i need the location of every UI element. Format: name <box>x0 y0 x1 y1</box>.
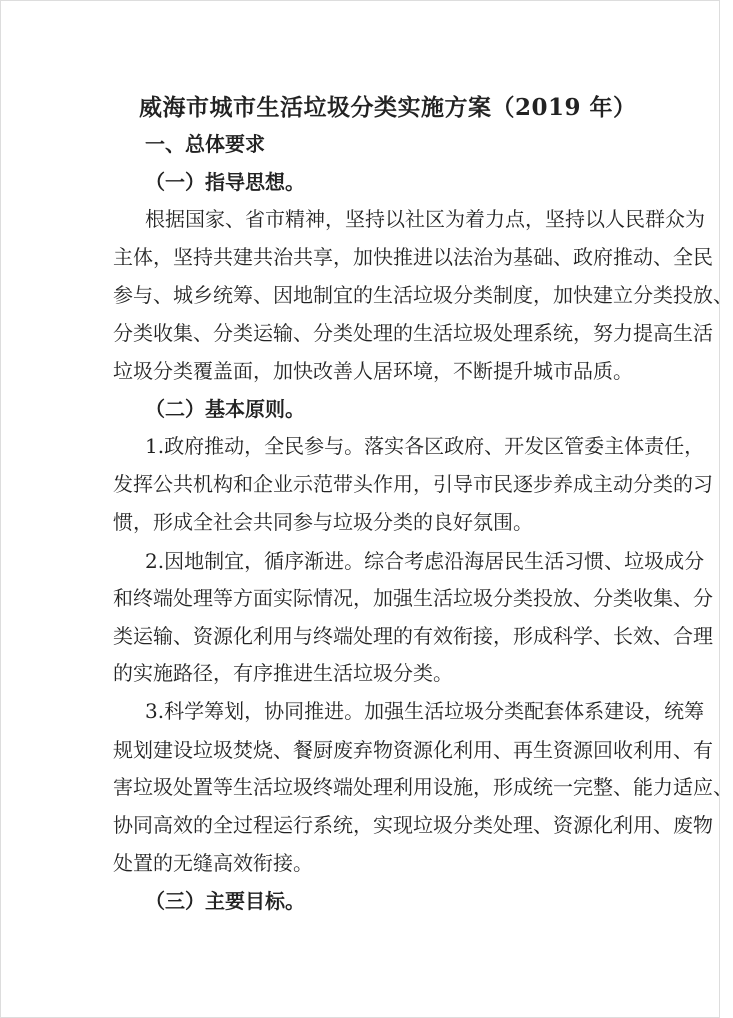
paragraph-line: 协同高效的全过程运行系统，实现垃圾分类处理、资源化利用、废物 <box>113 813 713 837</box>
paragraph-line: 的实施路径，有序推进生活垃圾分类。 <box>113 661 453 685</box>
paragraph-line: 发挥公共机构和企业示范带头作用，引导市民逐步养成主动分类的习 <box>113 472 713 496</box>
paragraph-line: 垃圾分类覆盖面，加快改善人居环境，不断提升城市品质。 <box>113 359 633 383</box>
paragraph-line: 分类收集、分类运输、分类处理的生活垃圾处理系统，努力提高生活 <box>113 321 713 345</box>
paragraph-line: 惯，形成全社会共同参与垃圾分类的良好氛围。 <box>113 510 533 534</box>
section-heading-general-requirements: 一、总体要求 <box>145 132 265 156</box>
subsection-heading-guiding-ideology: （一）指导思想。 <box>145 170 305 194</box>
document-title: 威海市城市生活垃圾分类实施方案（2019 年） <box>139 94 637 121</box>
paragraph-line: 类运输、资源化利用与终端处理的有效衔接，形成科学、长效、合理 <box>113 624 713 648</box>
paragraph-line: 规划建设垃圾焚烧、餐厨废弃物资源化利用、再生资源回收利用、有 <box>113 738 713 762</box>
paragraph-line: 1.政府推动，全民参与。落实各区政府、开发区管委主体责任， <box>145 434 705 458</box>
paragraph-line: 和终端处理等方面实际情况，加强生活垃圾分类投放、分类收集、分 <box>113 586 713 610</box>
subsection-heading-main-goals: （三）主要目标。 <box>145 889 305 913</box>
paragraph-line: 2.因地制宜，循序渐进。综合考虑沿海居民生活习惯、垃圾成分 <box>145 549 705 573</box>
paragraph-line: 处置的无缝高效衔接。 <box>113 851 313 875</box>
paragraph-line: 害垃圾处置等生活垃圾终端处理利用设施，形成统一完整、能力适应、 <box>113 775 733 799</box>
paragraph-line: 根据国家、省市精神，坚持以社区为着力点，坚持以人民群众为 <box>145 207 705 231</box>
subsection-heading-basic-principles: （二）基本原则。 <box>145 397 305 421</box>
paragraph-line: 3.科学筹划，协同推进。加强生活垃圾分类配套体系建设，统筹 <box>145 699 705 723</box>
paragraph-line: 主体，坚持共建共治共享，加快推进以法治为基础、政府推动、全民 <box>113 245 713 269</box>
paragraph-line: 参与、城乡统筹、因地制宜的生活垃圾分类制度，加快建立分类投放、 <box>113 283 733 307</box>
